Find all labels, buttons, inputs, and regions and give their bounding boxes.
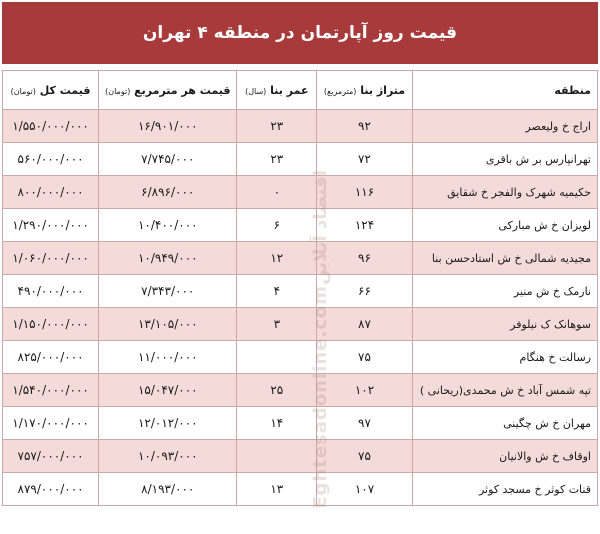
cell-total-price: ۱/۰۶۰/۰۰۰/۰۰۰ <box>3 242 99 275</box>
cell-age <box>237 341 317 374</box>
header-size-unit: (مترمربع) <box>323 86 357 96</box>
table-row <box>3 308 598 341</box>
cell-age: ۰ <box>237 176 317 209</box>
cell-age: ۳ <box>237 308 317 341</box>
cell-age: ۴ <box>237 275 317 308</box>
cell-size: ۱۲۴ <box>317 209 413 242</box>
cell-size: ۷۵ <box>317 440 413 473</box>
cell-age: ۲۵ <box>237 374 317 407</box>
cell-age: ۱۳ <box>237 473 317 506</box>
cell-total-price: ۸۰۰/۰۰۰/۰۰۰ <box>3 176 99 209</box>
cell-area: قنات کوثر خ مسجد کوثر <box>412 473 597 506</box>
header-price-per-meter <box>99 71 237 110</box>
table-row <box>3 341 598 374</box>
cell-size: ۷۲ <box>317 143 413 176</box>
cell-age: ۱۲ <box>237 242 317 275</box>
cell-area: لویزان خ ش مبارکی <box>412 209 597 242</box>
table-row <box>3 473 598 506</box>
table-row <box>3 275 598 308</box>
cell-area: مهران خ ش چگینی <box>412 407 597 440</box>
cell-price-per-meter: ۱۱/۰۰۰/۰۰۰ <box>99 341 237 374</box>
cell-size: ۹۷ <box>317 407 413 440</box>
table-row <box>3 209 598 242</box>
price-table <box>2 70 598 506</box>
table-row <box>3 407 598 440</box>
cell-total-price: ۱/۱۵۰/۰۰۰/۰۰۰ <box>3 308 99 341</box>
cell-total-price: ۱/۵۴۰/۰۰۰/۰۰۰ <box>3 374 99 407</box>
cell-size: ۹۶ <box>317 242 413 275</box>
cell-area: رسالت خ هنگام <box>412 341 597 374</box>
cell-area: اراج خ ولیعصر <box>412 110 597 143</box>
cell-price-per-meter: ۱۰/۰۹۳/۰۰۰ <box>99 440 237 473</box>
cell-total-price: ۵۶۰/۰۰۰/۰۰۰ <box>3 143 99 176</box>
cell-price-per-meter: ۱۲/۰۱۲/۰۰۰ <box>99 407 237 440</box>
header-size <box>317 71 413 110</box>
cell-price-per-meter: ۱۶/۹۰۱/۰۰۰ <box>99 110 237 143</box>
cell-price-per-meter: ۱۳/۱۰۵/۰۰۰ <box>99 308 237 341</box>
cell-total-price: ۸۲۵/۰۰۰/۰۰۰ <box>3 341 99 374</box>
cell-age: ۱۴ <box>237 407 317 440</box>
table-header <box>3 71 598 110</box>
table-body <box>3 110 598 506</box>
header-age-label: عمر بنا <box>270 83 309 97</box>
cell-total-price: ۱/۵۵۰/۰۰۰/۰۰۰ <box>3 110 99 143</box>
watermark-text-en: Eghtesadonline.com <box>309 284 331 509</box>
cell-total-price: ۱/۱۷۰/۰۰۰/۰۰۰ <box>3 407 99 440</box>
header-total-price <box>3 71 99 110</box>
cell-area: تپه شمس آباد خ ش محمدی(ریحانی ) <box>412 374 597 407</box>
header-area <box>412 71 597 110</box>
header-price-per-meter-unit: (تومان) <box>105 86 131 96</box>
table-row <box>3 143 598 176</box>
cell-size: ۱۱۶ <box>317 176 413 209</box>
cell-size: ۹۲ <box>317 110 413 143</box>
header-area-label: منطقه <box>554 83 591 97</box>
table-row <box>3 242 598 275</box>
page-title: قیمت روز آپارتمان در منطقه ۴ تهران <box>142 23 458 43</box>
watermark-text-fa: اقتصاد آنلاین <box>309 170 331 285</box>
cell-age <box>237 440 317 473</box>
cell-total-price: ۴۹۰/۰۰۰/۰۰۰ <box>3 275 99 308</box>
cell-price-per-meter: ۱۵/۰۴۷/۰۰۰ <box>99 374 237 407</box>
header-total-price-unit: (تومان) <box>10 86 36 96</box>
cell-total-price: ۷۵۷/۰۰۰/۰۰۰ <box>3 440 99 473</box>
cell-price-per-meter: ۱۰/۹۴۹/۰۰۰ <box>99 242 237 275</box>
cell-area: سوهانک ک نیلوفر <box>412 308 597 341</box>
cell-price-per-meter: ۸/۱۹۳/۰۰۰ <box>99 473 237 506</box>
cell-size: ۷۵ <box>317 341 413 374</box>
header-age-unit: (سال) <box>245 86 267 96</box>
cell-age: ۲۳ <box>237 143 317 176</box>
cell-age: ۶ <box>237 209 317 242</box>
cell-price-per-meter: ۱۰/۴۰۰/۰۰۰ <box>99 209 237 242</box>
title-bar <box>2 2 598 64</box>
cell-total-price: ۱/۲۹۰/۰۰۰/۰۰۰ <box>3 209 99 242</box>
cell-area: تهرانپارس بر ش باقری <box>412 143 597 176</box>
header-price-per-meter-label: قیمت هر مترمربع <box>134 83 231 97</box>
cell-price-per-meter: ۷/۷۴۵/۰۰۰ <box>99 143 237 176</box>
cell-total-price: ۸۷۹/۰۰۰/۰۰۰ <box>3 473 99 506</box>
cell-area: نارمک خ ش منیر <box>412 275 597 308</box>
cell-area: مجیدیه شمالی خ ش استادحسن بنا <box>412 242 597 275</box>
cell-age: ۲۳ <box>237 110 317 143</box>
cell-size: ۱۰۷ <box>317 473 413 506</box>
cell-price-per-meter: ۶/۸۹۶/۰۰۰ <box>99 176 237 209</box>
header-row <box>3 71 598 110</box>
table-row <box>3 110 598 143</box>
header-total-price-label: قیمت کل <box>39 83 91 97</box>
cell-area: حکیمیه شهرک والفجر خ شقایق <box>412 176 597 209</box>
header-age <box>237 71 317 110</box>
cell-size: ۶۶ <box>317 275 413 308</box>
header-size-label: متراژ بنا <box>360 83 406 97</box>
table-row <box>3 374 598 407</box>
cell-size: ۱۰۲ <box>317 374 413 407</box>
table-row <box>3 440 598 473</box>
cell-size: ۸۷ <box>317 308 413 341</box>
table-row <box>3 176 598 209</box>
cell-price-per-meter: ۷/۳۴۳/۰۰۰ <box>99 275 237 308</box>
cell-area: اوقاف خ ش والانیان <box>412 440 597 473</box>
